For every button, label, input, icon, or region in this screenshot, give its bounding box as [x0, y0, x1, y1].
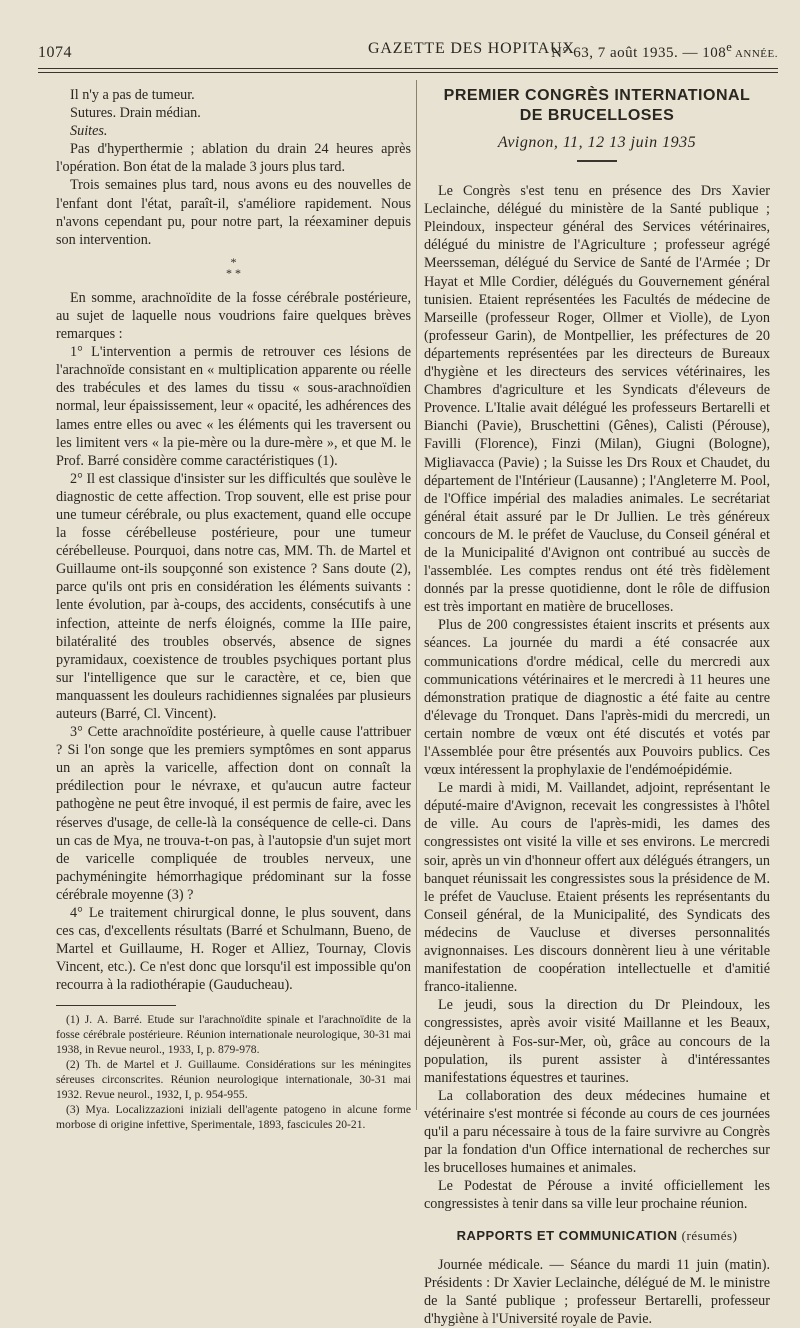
- paragraph: En somme, arachnoïdite de la fosse cérébrale postérieure, au sujet de laquelle nous voudrions faire quelques brèves remarques :: [56, 289, 411, 343]
- journal-title: GAZETTE DES HOPITAUX: [368, 40, 575, 57]
- paragraph: Le jeudi, sous la direction du Dr Pleindoux, les congressistes, après avoir visité Maillanne et les Beaux, déjeunèrent à Fos-sur-Mer, où, grâce au concours de la population, ils purent assister à d'intéressantes manifestations équestres et taurines.: [424, 997, 770, 1086]
- line-sutures: Sutures. Drain médian.: [70, 105, 201, 122]
- left-column: [56, 86, 411, 1132]
- line-suites: Suites.: [70, 123, 108, 140]
- page-number: 1074: [38, 44, 72, 61]
- section-stars: * * *: [226, 254, 241, 280]
- paragraph: Journée médicale. — Séance du mardi 11 juin (matin). Présidents : Dr Xavier Leclainche, délégué de M. le ministre de la Santé publique ; professeur Bertarelli, professeur d'hygiène à l'Université royale de Pavie.: [424, 1256, 770, 1327]
- paragraph: 3° Cette arachnoïdite postérieure, à quelle cause l'attribuer ? Si l'on songe que les premiers symptômes en sont apparus un an après la varicelle, affection dont on connaît la prédilection pour le névraxe, et qu'aucun autre facteur pathogène ne peut être invoqué, il est permis de faire, avec les réserves d'usage, de celle-là la conséquence de celle-ci. Dans un cas de Mya, ne trouva-t-on pas, à l'autopsie d'un sujet mort de varicelle compliquée de troubles nerveux, une pachyméningite hémorrhagique prédominant sur la fosse cérébrale moyenne (3) ?: [56, 724, 411, 903]
- paragraph: 2° Il est classique d'insister sur les difficultés que soulève le diagnostic de cette affection. Trop souvent, elle est prise pour une tumeur cérébrale, ou plus exactement, quand elle occupe la fosse cérébelleuse postérieure, pour une tumeur cérébelleuse. Pourquoi, dans notre cas, MM. Th. de Martel et Guillaume ont-ils soupçonné son existence ? Sans doute (2), parce qu'ils ont pris en considération les éléments suivants : lente évolution, par à-coups, des accidents, consécutifs à une infection, atteinte de nerfs éloignés, comme la IIIe paire, bilatéralité des troubles observés, absence de signes pyramidaux, coexistence de troubles psychiques portant plus sur l'intelligence que sur le caractère, et ce, bien que manquassent les douleurs rachidiennes signalées par plusieurs auteurs (Barré, Cl. Vincent).: [56, 470, 411, 722]
- line-tumeur: Il n'y a pas de tumeur.: [70, 87, 195, 103]
- title-line: DE BRUCELLOSES: [519, 107, 675, 124]
- issue-date: N° 63, 7 août 1935. — 108: [551, 45, 727, 61]
- right-column: [424, 86, 770, 1328]
- footnote-rule: [56, 1005, 176, 1006]
- page-header: [38, 38, 778, 64]
- article-title: [424, 86, 770, 126]
- paragraph: Le mardi à midi, M. Vaillandet, adjoint, représentant le député-maire d'Avignon, recevait les congressistes à l'hôtel de ville. Au cours de l'après-midi, les dames des congressistes ont visité la ville et ses environs. Le mercredi soir, après un vin d'honneur offert aux délégués étrangers, un banquet réunissait les congressistes sous la présidence de M. le préfet de Vaucluse. Etaient présents les représentants du Conseil général, de la Municipalité, des Syndicats des médecins de Vaucluse et diverses personnalités avignonnaises. Les discours donnèrent lieu à une véritable manifestation de coopération intellectuelle et d'amitié franco-italienne.: [424, 780, 770, 996]
- section-heading: [424, 1227, 770, 1245]
- paragraph: Le Podestat de Pérouse a invité officiellement les congressistes à tenir dans sa ville leur prochaine réunion.: [424, 1178, 770, 1213]
- paragraph: Le Congrès s'est tenu en présence des Drs Xavier Leclainche, délégué du ministère de la Santé publique ; Pleindoux, inspecteur général des Services vétérinaires, délégué du ministre de l'Agriculture ; professeur agrégé Meersseman, délégué du Service de Santé de l'Armée ; Dr Hayat et Mlle Cordier, délégués du Gouvernement général tunisien. Etaient représentées les Facultés de médecine de Marseille (professeur Roger, Ollmer et Violle), de Lyon (professeur Garin), de Montpellier, les préfectures de 20 départements représentées par les directeurs de Bureaux d'hygiène et les directeurs des services vétérinaires, les Chambres d'agriculture et les Syndicats d'éleveurs de Provence. L'Italie avait délégué les professeurs Bertarelli et Bianchi (Pavie), Bruschettini (Gênes), Calisti (Pérouse), Favilli (Florence), Finzi (Milan), Giugni (Bologne), Migliavacca (Pavie) ; la Suisse les Drs Roux et Chaudet, du département de l'Intérieur (Lausanne) ; l'Angleterre M. Pool, de l'Office impérial des maladies animales. Le secrétariat général était assuré par le Dr Jullien. Le très généreux concours de M. le préfet de Vaucluse, du Conseil général et de la Municipalité d'Avignon ont contribué au succès de l'assemblée. Les comptes rendus ont été très fidèlement donnés par la presse quotidienne, dont le rôle de diffusion est très important en matière de brucelloses.: [424, 183, 770, 616]
- article-subtitle: Avignon, 11, 12 13 juin 1935: [497, 134, 697, 151]
- column-divider: [416, 80, 417, 1110]
- paragraph: Trois semaines plus tard, nous avons eu des nouvelles de l'enfant dont l'état, paraît-il, s'améliore rapidement. Nous n'avons cependant pu, pour notre part, la réexaminer depuis son intervention.: [56, 177, 411, 248]
- footnote: (1) J. A. Barré. Etude sur l'arachnoïdite spinale et l'arachnoïdite de la fosse cérébrale postérieure. Réunion internationale neurologique, 30-31 mai 1938, in Revue neurol., 1933, I, p. 879-978.: [56, 1012, 411, 1056]
- paragraph: La collaboration des deux médecines humaine et vétérinaire s'est montrée si féconde au cours de ces journées qu'il a paru nécessaire à tous de la faire survivre au Congrès par la fondation d'un Office international de recherches sur les brucelloses humaines et animales.: [424, 1087, 770, 1177]
- title-rule: [577, 160, 617, 162]
- issue-sup: e: [726, 40, 733, 54]
- issue-info: [551, 40, 778, 62]
- paragraph: 1° L'intervention a permis de retrouver ces lésions de l'arachnoïde consistant en « multiplication apparente ou réelle des trabécules et des lames du tissu « sous-arachnoïdien normal, leur épaississement, leur « opacité, les adhérences des lames entre elles ou avec « les éléments qui les traversent ou les limitent vers « la pie-mère ou la dure-mère », et que M. le Prof. Barré considère comme caractéristiques (1).: [56, 344, 411, 469]
- header-rule: [38, 68, 778, 69]
- footnote: (3) Mya. Localizzazioni iniziali dell'agente patogeno in alcune forme morbose di origine infettive, Sperimentale, 1893, fascicules 20-21.: [56, 1102, 411, 1131]
- footnotes: [56, 1012, 411, 1132]
- header-rule-double: [38, 72, 778, 73]
- section-subtitle: (résumés): [681, 1228, 738, 1244]
- issue-year-label: ANNÉE.: [732, 48, 778, 60]
- paragraph: Pas d'hyperthermie ; ablation du drain 24 heures après l'opération. Bon état de la malade 3 jours plus tard.: [56, 141, 411, 176]
- title-line: PREMIER CONGRÈS INTERNATIONAL: [443, 87, 751, 104]
- paragraph: 4° Le traitement chirurgical donne, le plus souvent, dans ces cas, d'excellents résultats (Barré et Schulmann, Bueno, de Martel et Guillaume, H. Roger et Alliez, Tournay, Clovis Vincent, etc.). Ce n'est donc que lorsqu'il est impossible qu'on recourra à la radiothérapie (Gauducheau).: [56, 905, 411, 994]
- footnote: (2) Th. de Martel et J. Guillaume. Considérations sur les méningites séreuses circonscrites. Réunion neurologique internationale, 30-31 mai 1932. Revue neurol., 1932, I, p. 954-955.: [56, 1057, 411, 1101]
- section-title: RAPPORTS ET COMMUNICATION: [456, 1228, 678, 1244]
- paragraph: Plus de 200 congressistes étaient inscrits et présents aux séances. La journée du mardi a été consacrée aux communications d'ordre médical, celle du mercredi aux communications vétérinaires et le mercredi à 11 heures une démonstration pratique de diagnostic a été faite au centre d'élevage du Tronquet. Dans l'après-midi du mercredi, un certain nombre de vœux ont été discutés et votés par l'Assemblée pour être présentés aux Pouvoirs publics. Ces vœux intéressent la prophylaxie de l'endémoépidémie.: [424, 617, 770, 779]
